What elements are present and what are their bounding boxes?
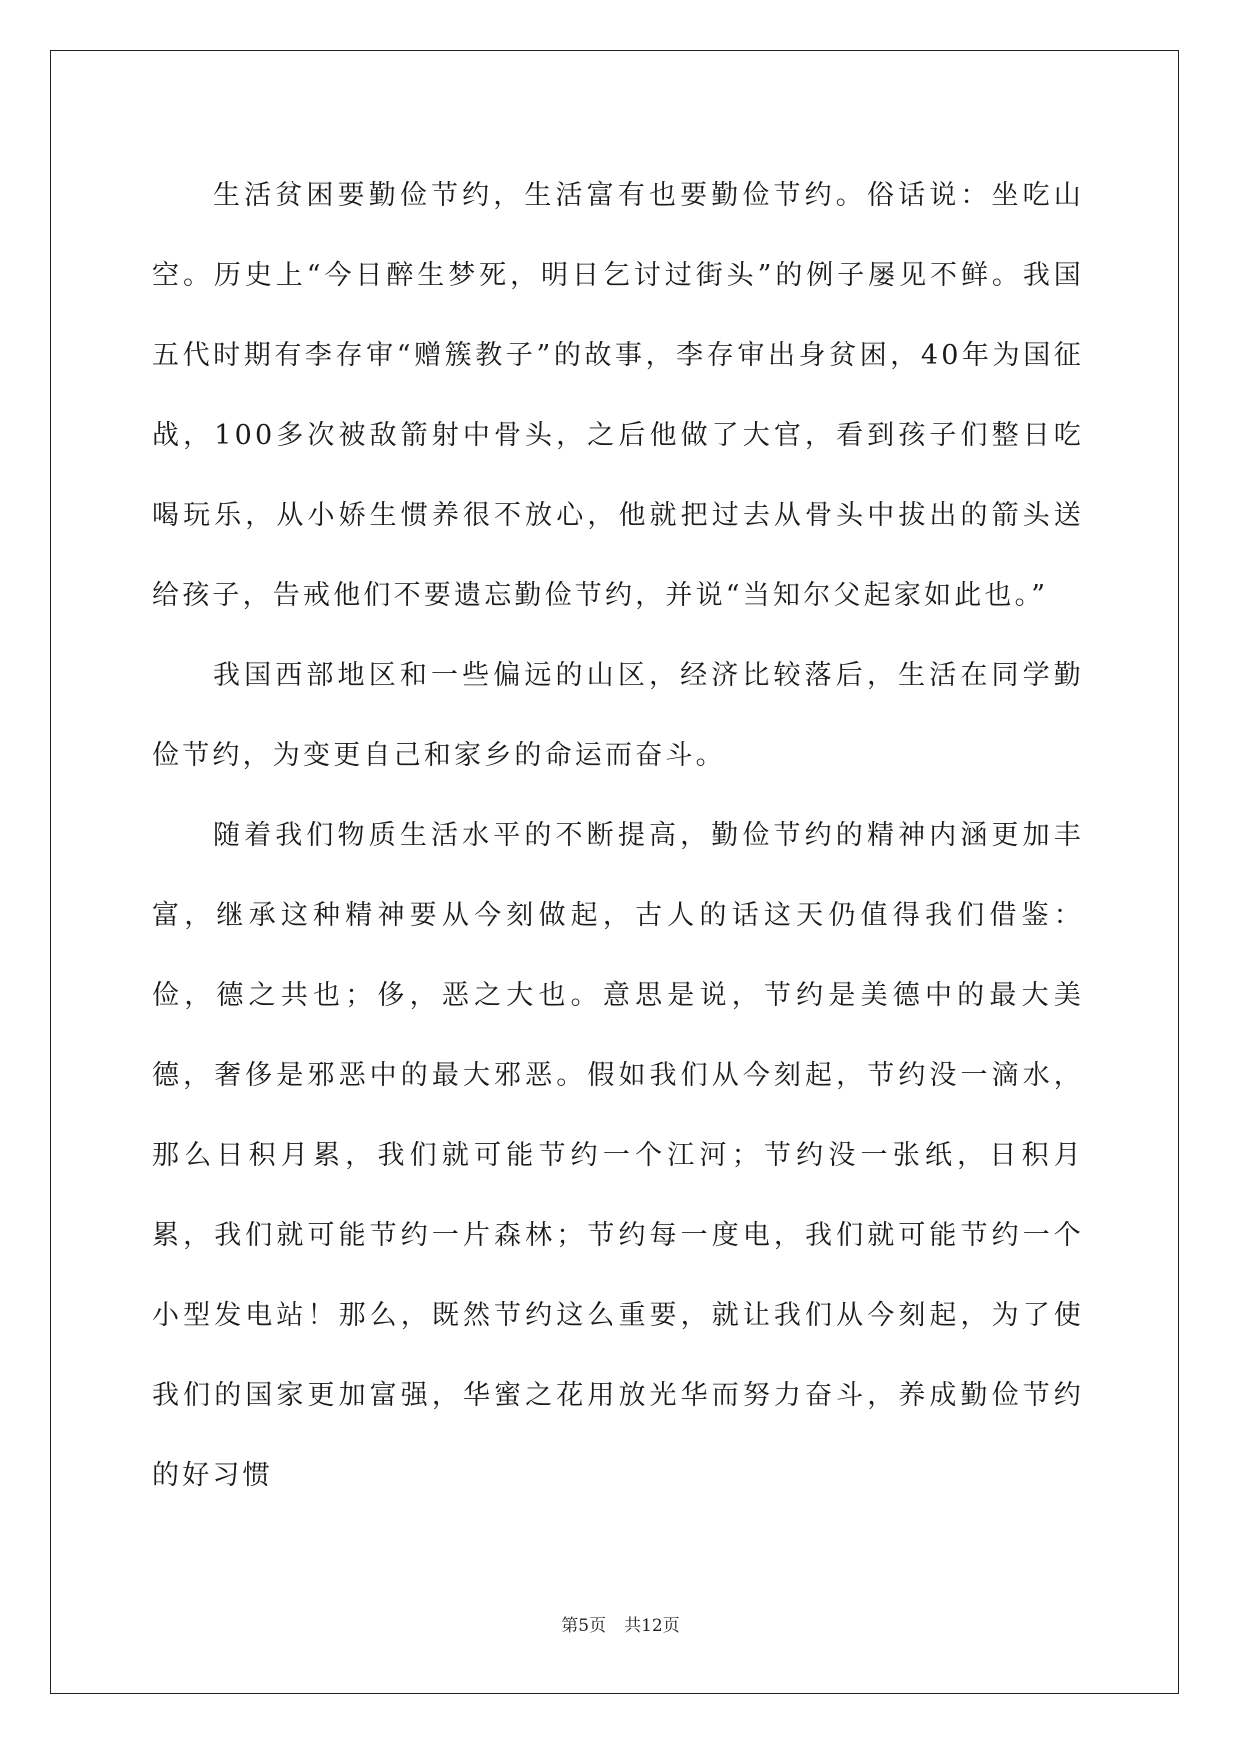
- paragraph-3: 随着我们物质生活水平的不断提高，勤俭节约的精神内涵更加丰富，继承这种精神要从今刻做起，古人的话这天仍值得我们借鉴：俭，德之共也；侈，恶之大也。意思是说，节约是美德中的最大美德，奢侈是邪恶中的最大邪恶。假如我们从今刻起，节约没一滴水，那么日积月累，我们就可能节约一个江河；节约没一张纸，日积月累，我们就可能节约一片森林；节约每一度电，我们就可能节约一个小型发电站！那么，既然节约这么重要，就让我们从今刻起，为了使我们的国家更加富强，华蜜之花用放光华而努力奋斗，养成勤俭节约的好习惯: [152, 820, 1084, 1491]
- document-body: [152, 156, 1084, 1516]
- paragraph-1: 生活贫困要勤俭节约，生活富有也要勤俭节约。俗话说：坐吃山空。历史上“今日醉生梦死，明日乞讨过街头”的例子屡见不鲜。我国五代时期有李存审“赠簇教子”的故事，李存审出身贫困，40年为国征战，100多次被敌箭射中骨头，之后他做了大官，看到孩子们整日吃喝玩乐，从小娇生惯养很不放心，他就把过去从骨头中拔出的箭头送给孩子，告戒他们不要遗忘勤俭节约，并说“当知尔父起家如此也。”: [152, 180, 1084, 611]
- page-footer: [0, 1614, 1241, 1638]
- page-total: 共12页: [624, 1616, 680, 1636]
- paragraph-2: 我国西部地区和一些偏远的山区，经济比较落后，生活在同学勤俭节约，为变更自己和家乡的命运而奋斗。: [152, 660, 1084, 771]
- page-number: 第5页: [561, 1616, 607, 1636]
